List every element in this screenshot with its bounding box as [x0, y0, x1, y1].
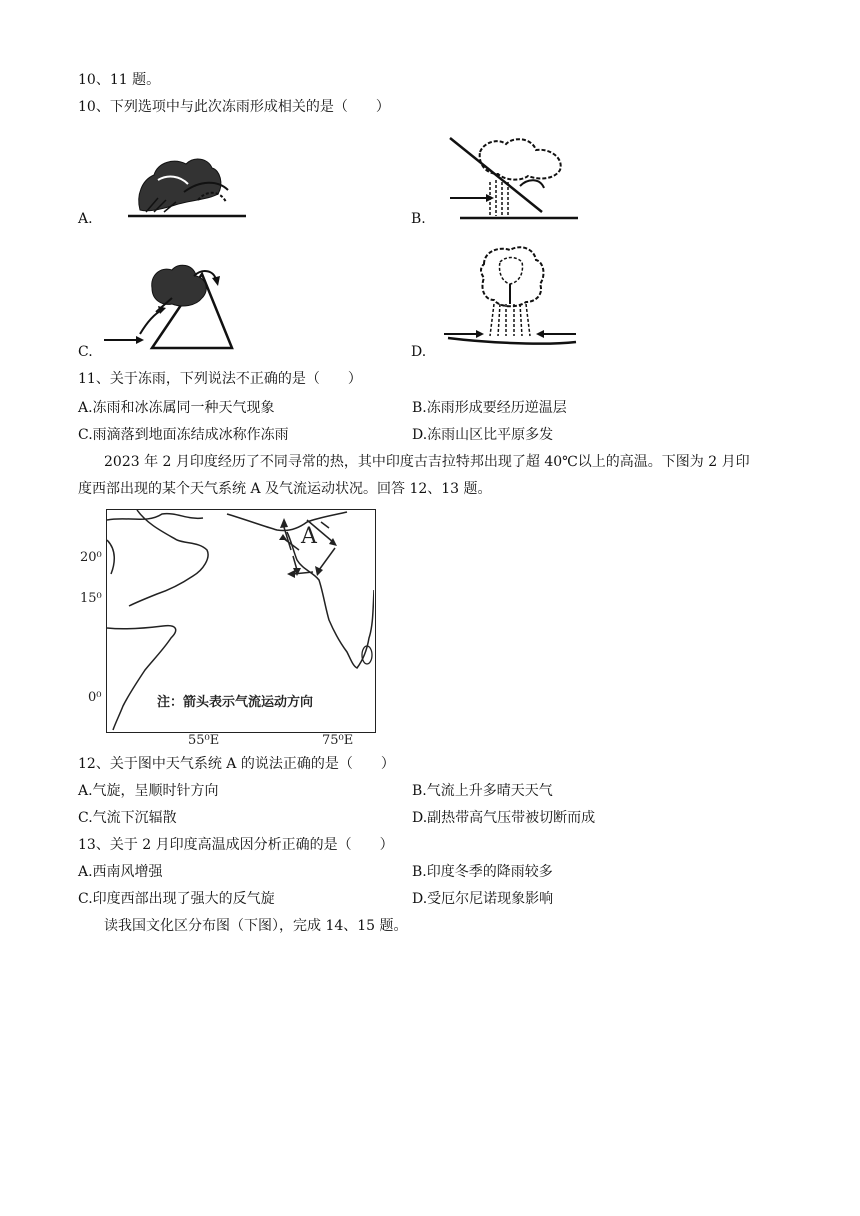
q13-option-b: B.印度冬季的降雨较多	[412, 864, 553, 880]
q11-option-b: B.冻雨形成要经历逆温层	[412, 400, 567, 416]
q11-stem: 11、关于冻雨，下列说法不正确的是（ ）	[78, 371, 362, 387]
lat-label-20: 20⁰	[80, 550, 102, 565]
system-a-label: A	[301, 524, 317, 549]
q10-label-b: B.	[411, 211, 426, 227]
q12-option-a: A.气旋，呈顺时针方向	[78, 783, 219, 799]
map-note: 注：箭头表示气流运动方向	[157, 695, 314, 710]
q11-option-a: A.冻雨和冰冻属同一种天气现象	[78, 400, 275, 416]
q10-label-a: A.	[78, 211, 93, 227]
q11-option-d: D.冻雨山区比平原多发	[412, 427, 554, 443]
figure-option-b	[440, 132, 580, 224]
q12-stem: 12、关于图中天气系统 A 的说法正确的是（ ）	[78, 756, 395, 772]
q10-label-c: C.	[78, 344, 93, 360]
lon-label-55e: 55⁰E	[188, 733, 220, 748]
q10-stem: 10、下列选项中与此次冻雨形成相关的是（ ）	[78, 99, 390, 115]
intro-line: 10、11 题。	[78, 72, 161, 88]
q13-option-c: C.印度西部出现了强大的反气旋	[78, 891, 275, 907]
q13-stem: 13、关于 2 月印度高温成因分析正确的是（ ）	[78, 837, 394, 853]
q11-option-c: C.雨滴落到地面冻结成冰称作冻雨	[78, 427, 289, 443]
q10-label-d: D.	[411, 344, 427, 360]
q12-option-b: B.气流上升多晴天天气	[412, 783, 553, 799]
lat-label-0: 0⁰	[88, 690, 102, 705]
passage-line-1: 2023 年 2 月印度经历了不同寻常的热，其中印度古吉拉特邦出现了超 40℃以上的高温。下图为 2 月印	[104, 454, 750, 470]
q12-option-c: C.气流下沉辐散	[78, 810, 177, 826]
lat-label-15: 15⁰	[80, 591, 102, 606]
figure-option-c	[102, 258, 236, 352]
q13-option-a: A.西南风增强	[78, 864, 163, 880]
india-weather-map	[106, 509, 376, 733]
closing-line: 读我国文化区分布图（下图），完成 14、15 题。	[104, 918, 408, 934]
q12-option-d: D.副热带高气压带被切断而成	[412, 810, 596, 826]
q13-option-d: D.受厄尔尼诺现象影响	[412, 891, 554, 907]
passage-line-2: 度西部出现的某个天气系统 A 及气流运动状况。回答 12、13 题。	[78, 481, 492, 497]
figure-option-a	[128, 150, 248, 222]
lon-label-75e: 75⁰E	[322, 733, 354, 748]
figure-option-d	[440, 242, 580, 354]
